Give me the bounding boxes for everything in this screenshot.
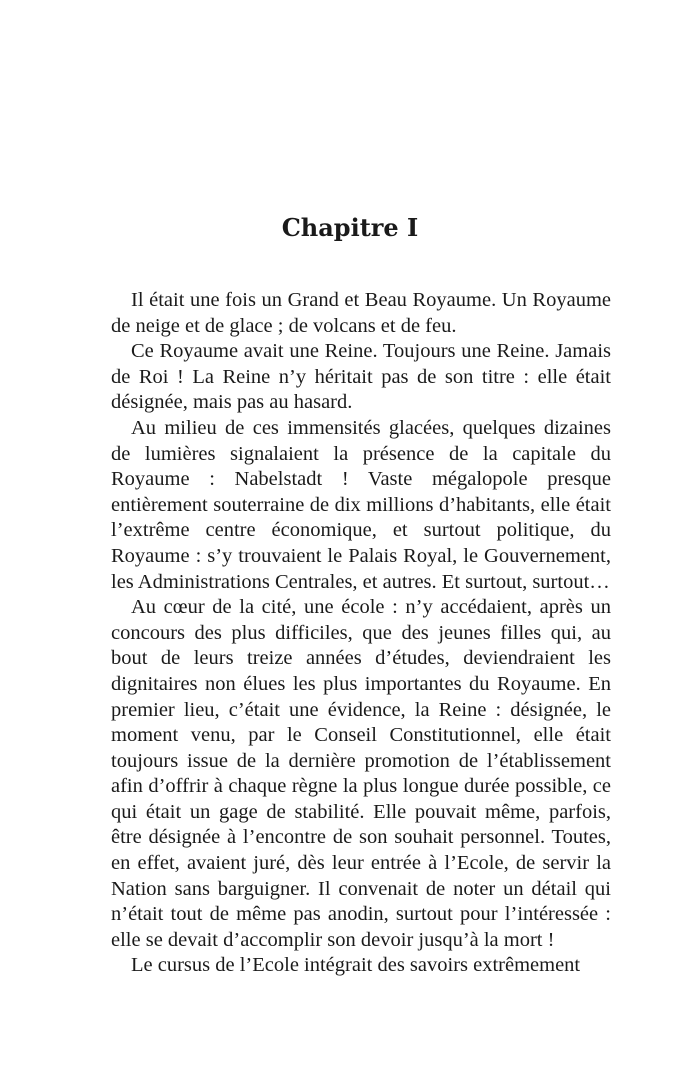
- paragraph: Au milieu de ces immensités glacées, quelques dizaines de lumières signalaient la présence de la capitale du Royaume : Nabelstadt ! Vaste mégalopole presque entièrement souterraine de dix millions d’habitants, elle était l’extrême centre économique, et surtout politique, du Royaume : s’y trouvaient le Palais Royal, le Gouvernement, les Administrations Centrales, et autres. Et surtout, surtout…: [111, 416, 611, 593]
- chapter-title: Chapitre I: [281, 213, 419, 242]
- chapter-body: [111, 288, 611, 979]
- paragraph: Au cœur de la cité, une école : n’y accédaient, après un concours des plus difficiles, que des jeunes filles qui, au bout de leurs treize années d’études, deviendraient les dignitaires non élues les plus importantes du Royaume. En premier lieu, c’était une évidence, la Reine : désignée, le moment venu, par le Conseil Constitutionnel, elle était toujours issue de la dernière promotion de l’établissement afin d’offrir à chaque règne la plus longue durée possible, ce qui était un gage de stabilité. Elle pouvait même, parfois, être désignée à l’encontre de son souhait personnel. Toutes, en effet, avaient juré, dès leur entrée à l’Ecole, de servir la Nation sans barguigner. Il convenait de noter un détail qui n’était tout de même pas anodin, surtout pour l’intéressée : elle se devait d’accomplir son devoir jusqu’à la mort !: [111, 596, 611, 951]
- paragraph: Ce Royaume avait une Reine. Toujours une Reine. Jamais de Roi ! La Reine n’y héritait pas de son titre : elle était désignée, mais pas au hasard.: [111, 340, 611, 414]
- paragraph: Il était une fois un Grand et Beau Royaume. Un Royaume de neige et de glace ; de volcans et de feu.: [111, 289, 611, 337]
- paragraph: Le cursus de l’Ecole intégrait des savoirs extrêmement: [131, 954, 581, 977]
